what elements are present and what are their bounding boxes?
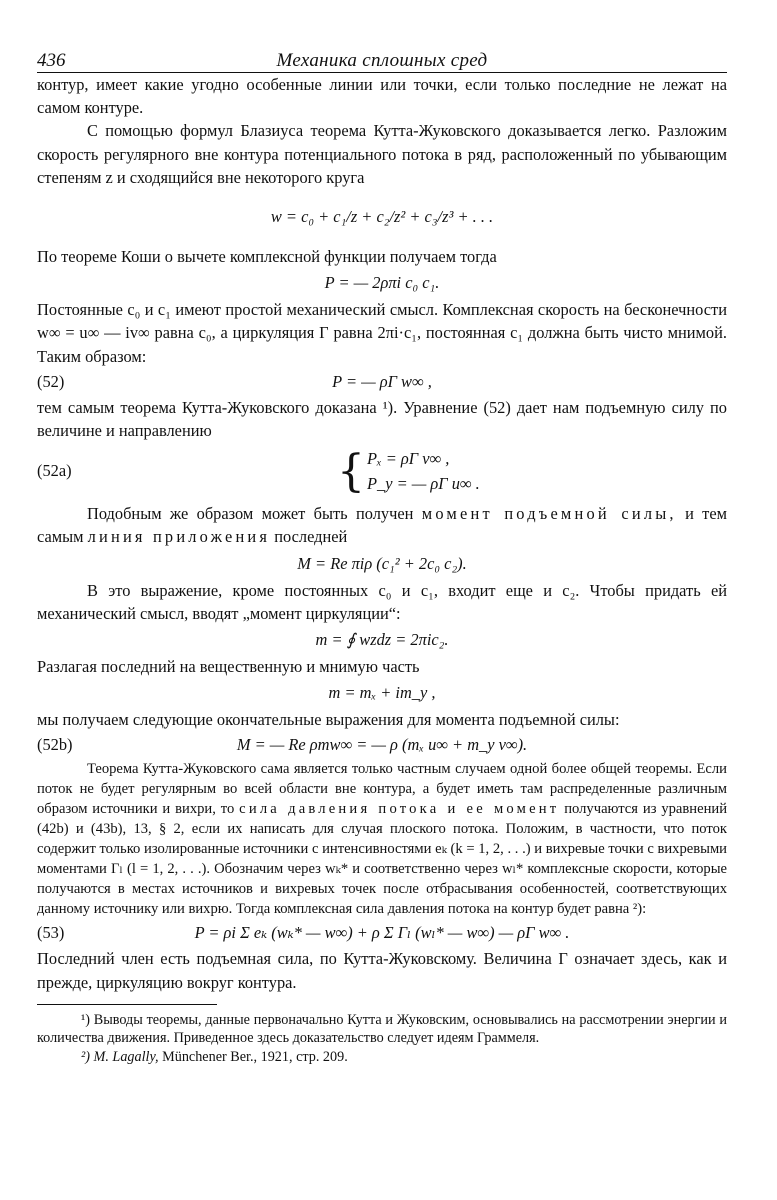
paragraph: Разлагая последний на вещественную и мнимую часть — [37, 657, 420, 677]
footnote-source: Münchener Ber., 1921, стр. 209. — [162, 1048, 348, 1065]
paragraph: По теореме Коши о вычете комплексной функции получаем тогда — [37, 247, 497, 267]
running-header — [37, 46, 727, 73]
equation-line: Pₓ = ρΓ v∞ , — [367, 449, 450, 469]
spaced-term: линия приложения — [87, 527, 271, 547]
paragraph: мы получаем следующие окончательные выражения для момента подъемной силы: — [37, 710, 620, 730]
equation-moment: M = Re πiρ (c₁² + 2c₀ c₂). — [297, 553, 467, 573]
paragraph: С помощью формул Блазиуса теорема Кутта-Жуковского доказывается легко. Разложим скорость регулярного вне контура потенциального потока в ряд, расположенный по убывающим степеням z и сходящийся вне некоторого круга — [37, 121, 727, 187]
equation-circulation: m = ∮ wzdz = 2πic₂. — [315, 630, 449, 650]
paragraph: контур, имеет какие угодно особенные линии или точки, если только последние не лежат на самом контуре. — [37, 75, 727, 118]
equation-label: (52a) — [37, 461, 72, 481]
text-run: Теорема Кутта-Жуковского сама является только частным случаем одной более общей теоремы. Если поток не будет регулярным во всей области вне контура, а будет иметь там распределенные различным образом источники и вихри, то — [37, 761, 727, 818]
book-page — [37, 46, 727, 1066]
equation-52 — [37, 370, 727, 394]
main-text — [37, 73, 727, 994]
text-run: последней — [274, 527, 348, 547]
equation-mxy: m = mₓ + im_y , — [328, 683, 436, 703]
equation-52b — [37, 733, 727, 757]
equation-52a — [37, 446, 727, 498]
equation-body: P = — ρΓ w∞ , — [332, 371, 432, 391]
footnote-1: ¹) Выводы теоремы, данные первоначально Кутта и Жуковским, основывались на рассмотрении энергии и количества движения. Приведенное здесь доказательство следует идеям Граммеля. — [37, 1011, 727, 1047]
text-run: Подобным же образом может быть получен — [87, 504, 414, 524]
paragraph-small — [37, 759, 727, 919]
footnote-author: ²) M. Lagally, — [81, 1048, 159, 1065]
page-number: 436 — [37, 50, 66, 71]
equation-series: w = c₀ + c₁/z + c₂/z² + c₃/z³ + . . . — [270, 207, 494, 227]
footnotes — [37, 1011, 727, 1067]
equation-label: (52) — [37, 371, 65, 391]
footnote-2 — [37, 1048, 727, 1067]
paragraph: Постоянные c₀ и c₁ имеют простой механический смысл. Комплексная скорость на бесконечности w∞ = u∞ — iv∞ равна c₀, а циркуляция Γ равна 2πi·c₁, постоянная c₁ должна быть чисто мнимой. Таким образом: — [37, 300, 727, 366]
brace-glyph: { — [337, 446, 365, 498]
equation-body: M = — Re ρmw∞ = — ρ (mₓ u∞ + m_y v∞). — [236, 735, 528, 755]
equation-body: P = ρi Σ eₖ (wₖ* — w∞) + ρ Σ Γₗ (wₗ* — w∞) — ρΓ w∞ . — [194, 923, 570, 943]
equation-p: P = — 2ρπi c₀ c₁. — [324, 273, 440, 293]
paragraph — [37, 502, 727, 548]
paragraph: Последний член есть подъемная сила, по Кутта-Жуковскому. Величина Γ означает здесь, как и прежде, циркуляцию вокруг контура. — [37, 949, 727, 992]
text-run: получаются из уравнений (42b) и (43b), 13, § 2, если их написать для случая плоского потока. Положим, в частности, что поток содержит только изолированные источники с интенсивностями eₖ (k = 1, 2, . . .) и вихревые точки с вихревыми моментами Γₗ (l = 1, 2, . . .). Обозначим через wₖ* и соответственно через wₗ* комплексные скорости, которые получаются в местах источников и вихревых точек после отбрасывания особенностей, соответствующих данному источнику или вихрю. Тогда комплексная сила давления потока на контур будет равна ²): — [37, 801, 728, 918]
equation-label: (52b) — [37, 735, 73, 755]
footnote-rule — [37, 1004, 217, 1005]
spaced-term: момент подъемной силы, — [421, 504, 677, 524]
equation-53 — [37, 921, 727, 945]
text-run: и тем самым — [37, 504, 727, 547]
paragraph: тем самым теорема Кутта-Жуковского доказана ¹). Уравнение (52) дает нам подъемную силу по величине и направлению — [37, 397, 727, 441]
spaced-term: сила давления потока и ее момент — [239, 801, 560, 818]
equation-line: P_y = — ρΓ u∞ . — [367, 474, 480, 494]
equation-label: (53) — [37, 923, 65, 943]
running-title: Механика сплошных сред — [276, 50, 488, 71]
paragraph: В это выражение, кроме постоянных c₀ и c₁, входит еще и c₂. Чтобы придать ей механический смысл, вводят „момент циркуляции“: — [37, 580, 727, 623]
